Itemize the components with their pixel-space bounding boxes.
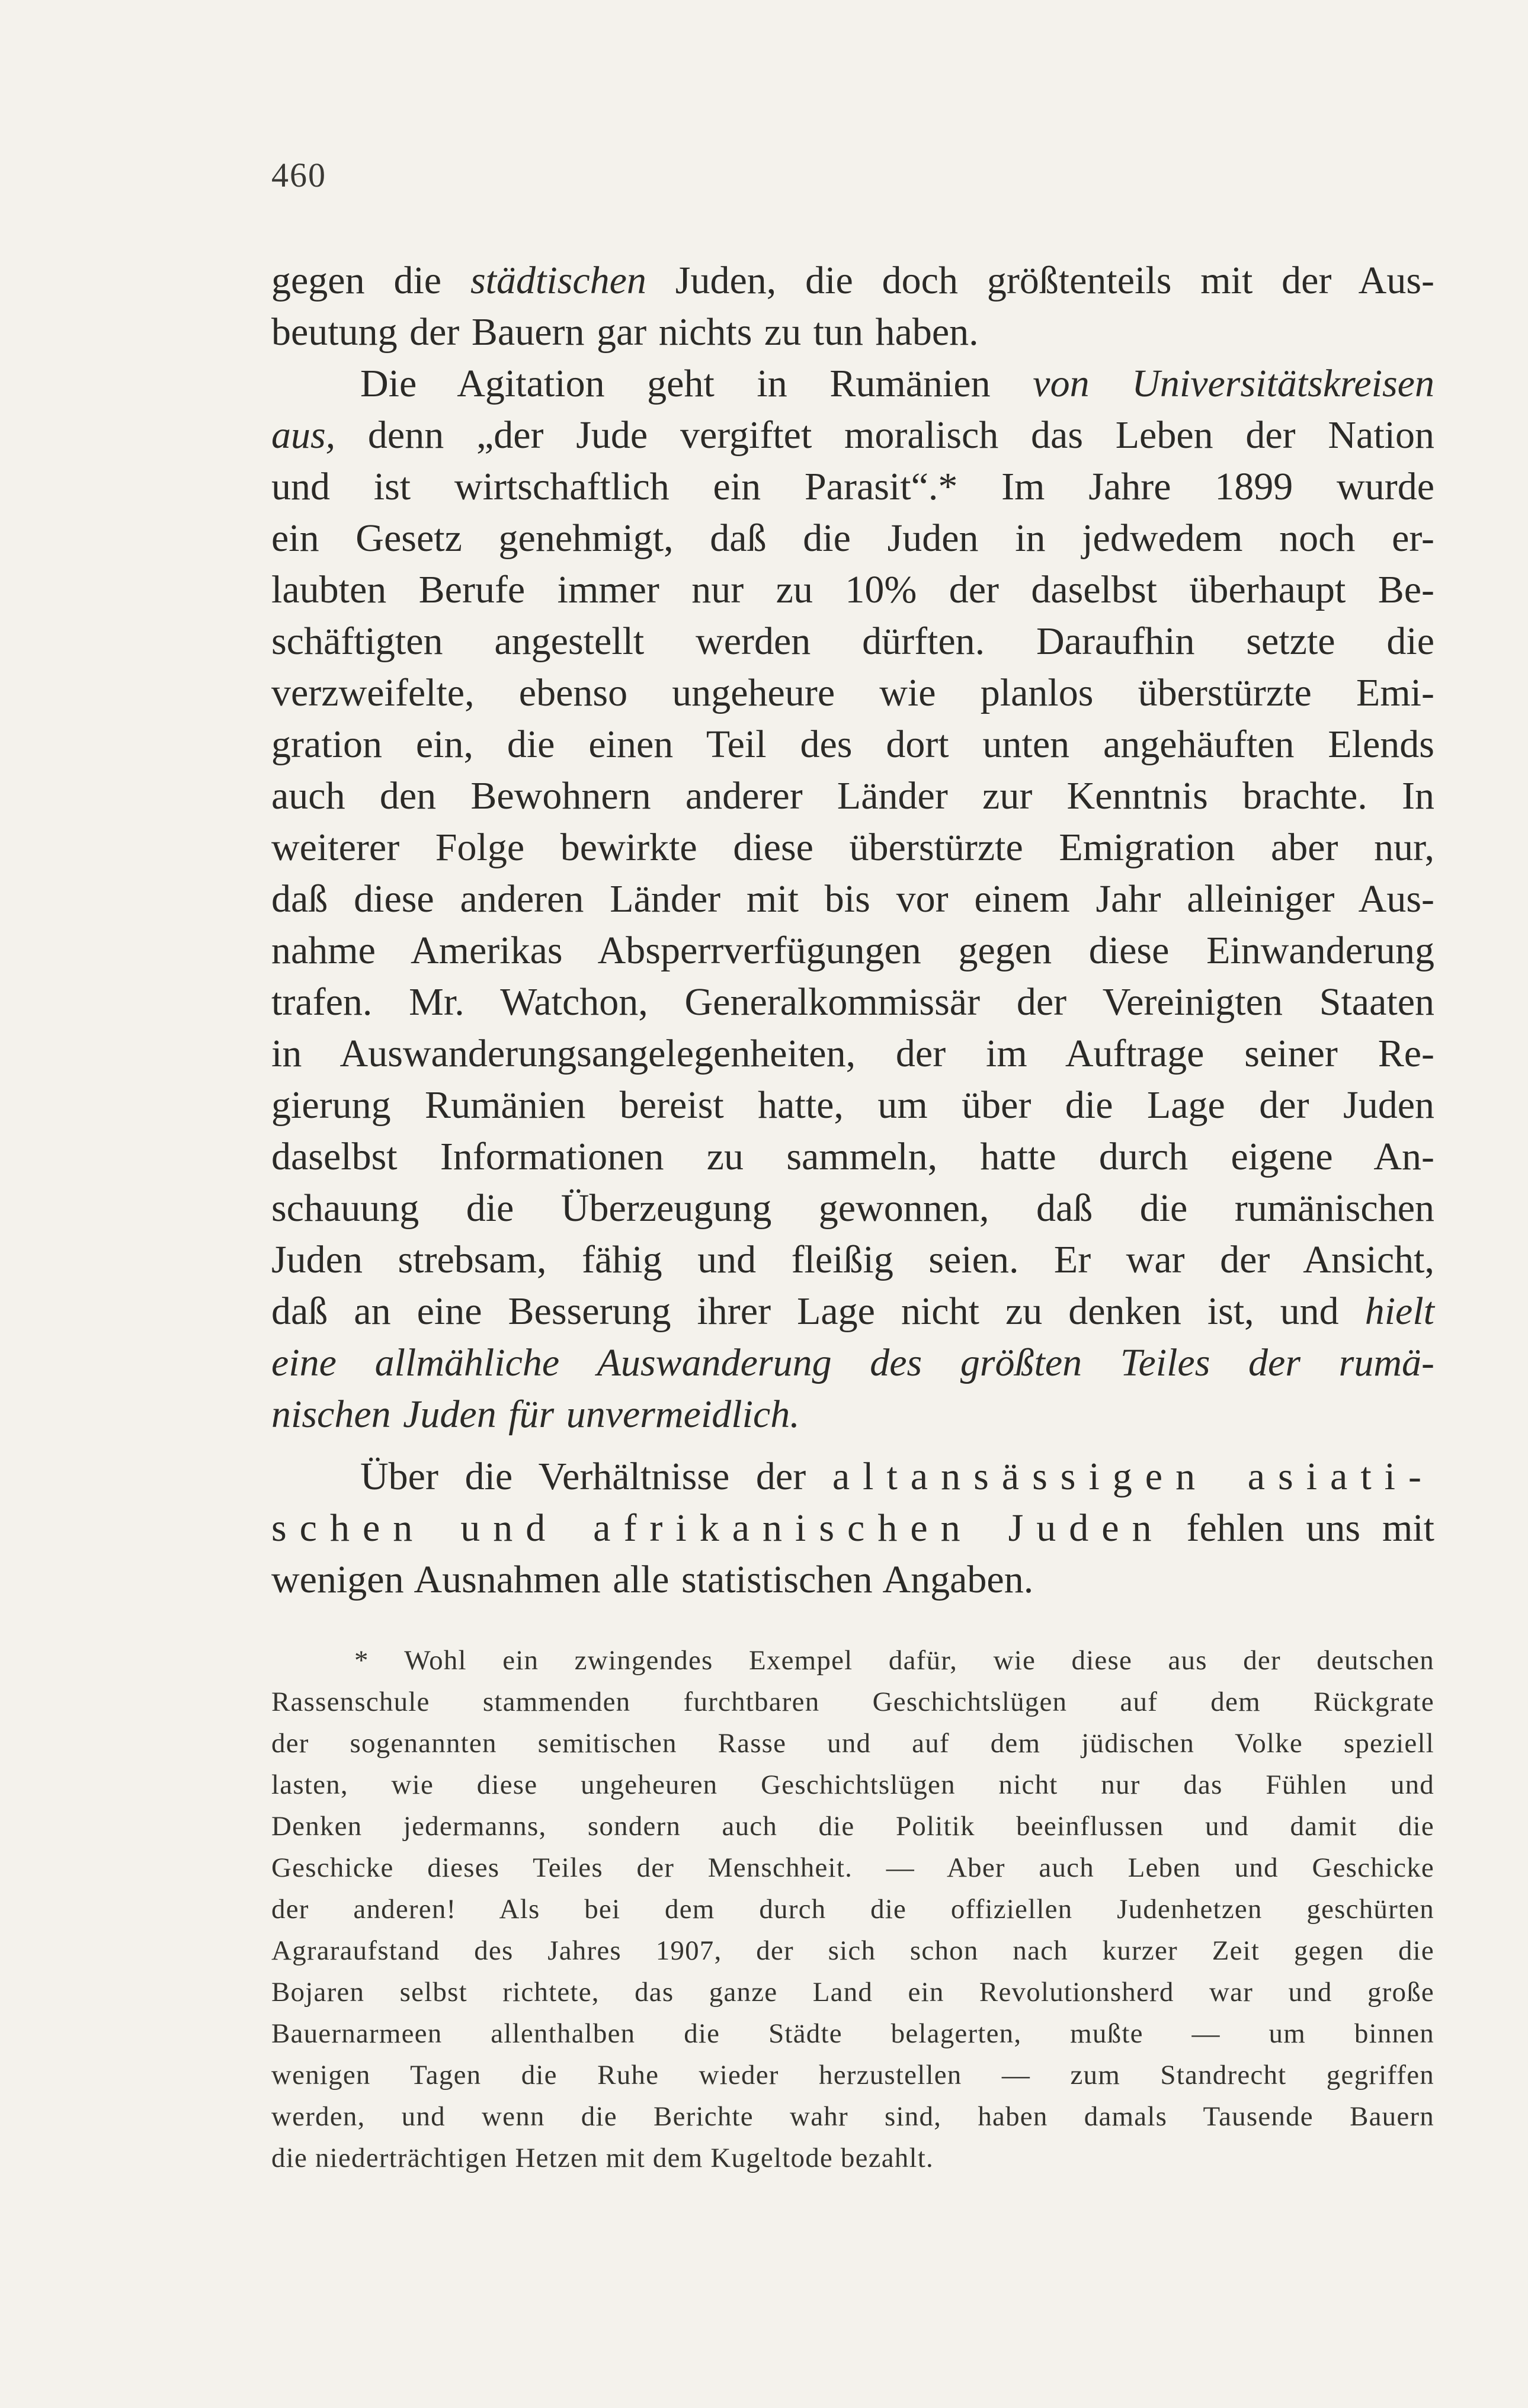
footnote-text: Rassenschule stammenden furchtbaren Geschichtslügen auf dem Rückgrate: [271, 1686, 1434, 1717]
text-segment: beutung der Bauern gar nichts zu tun haben.: [271, 310, 979, 354]
footnote-text: Denken jedermanns, sondern auch die Politik beeinflussen und damit die: [271, 1811, 1434, 1842]
footnote-text: Bojaren selbst richtete, das ganze Land ein Revolutionsherd war und große: [271, 1977, 1434, 2008]
text-line: [271, 615, 1434, 667]
text-line: [271, 1182, 1434, 1234]
text-line: [271, 1554, 1434, 1605]
text-segment: gierung Rumänien bereist hatte, um über die Lage der Juden: [271, 1083, 1434, 1127]
text-line: [271, 512, 1434, 564]
text-segment: trafen. Mr. Watchon, Generalkommissär der Vereinigten Staaten: [271, 980, 1434, 1024]
text-segment: verzweifelte, ebenso ungeheure wie planlos überstürzte Emi-: [271, 671, 1434, 714]
text-segment: gegen die: [271, 259, 470, 302]
text-segment: hielt: [1364, 1290, 1434, 1333]
footnote-line: [271, 2013, 1434, 2054]
text-segment: daß an eine Besserung ihrer Lage nicht zu denken ist, und: [271, 1290, 1365, 1333]
text-line: [271, 1131, 1434, 1182]
text-line: [271, 564, 1434, 615]
text-segment: auch den Bewohnern anderer Länder zur Kenntnis brachte. In: [271, 774, 1434, 817]
text-line: [271, 1337, 1434, 1389]
text-line: [271, 358, 1434, 409]
text-line: [271, 1285, 1434, 1337]
text-segment: Juden, die doch größtenteils mit der Aus-: [646, 259, 1434, 302]
text-line: [271, 822, 1434, 873]
text-line: [271, 667, 1434, 719]
text-line: [271, 925, 1434, 976]
text-segment: Juden strebsam, fähig und fleißig seien. Er war der Ansicht,: [271, 1238, 1434, 1281]
text-segment: Über die Verhältnisse der: [360, 1455, 832, 1498]
footnote-line: [271, 1888, 1434, 1930]
footnote-line: [271, 1681, 1434, 1723]
text-segment: städtischen: [470, 259, 646, 302]
text-segment: aus,: [271, 413, 336, 457]
text-segment: eine allmähliche Auswanderung des größten Teiles der rumä-: [271, 1341, 1434, 1384]
footnote-line: [271, 2137, 1434, 2179]
text-line: [271, 255, 1434, 306]
footnote: [271, 1640, 1434, 2179]
text-segment: altansässigen asiati-: [832, 1455, 1434, 1498]
text-line: [271, 976, 1434, 1028]
text-line: [271, 1079, 1434, 1131]
text-line: [271, 1234, 1434, 1285]
footnote-text: Geschicke dieses Teiles der Menschheit. — Aber auch Leben und Geschicke: [271, 1852, 1434, 1883]
text-segment: denn „der Jude vergiftet moralisch das Leben der Nation: [335, 413, 1434, 457]
footnote-text: wenigen Tagen die Ruhe wieder herzustellen — zum Standrecht gegriffen: [271, 2060, 1434, 2090]
text-segment: ein Gesetz genehmigt, daß die Juden in jedwedem noch er-: [271, 517, 1434, 560]
footnote-line: [271, 1640, 1434, 1681]
footnote-line: [271, 1971, 1434, 2013]
page-number: 460: [271, 156, 326, 194]
footnote-text: werden, und wenn die Berichte wahr sind, haben damals Tausende Bauern: [271, 2101, 1434, 2132]
footnote-line: [271, 1930, 1434, 1971]
text-line: [271, 409, 1434, 461]
text-segment: von Universitätskreisen: [1033, 362, 1434, 405]
text-segment: schen und afrikanischen Juden: [271, 1506, 1165, 1550]
text-line: [271, 873, 1434, 925]
footnote-text: Bauernarmeen allenthalben die Städte belagerten, mußte — um binnen: [271, 2018, 1434, 2049]
text-line: [271, 770, 1434, 822]
footnote-line: [271, 1764, 1434, 1806]
text-line: [271, 1028, 1434, 1079]
text-line: [271, 1451, 1434, 1502]
main-text: [271, 255, 1434, 1605]
footnote-text: Agraraufstand des Jahres 1907, der sich schon nach kurzer Zeit gegen die: [271, 1935, 1434, 1966]
footnote-text: * Wohl ein zwingendes Exempel dafür, wie diese aus der deutschen: [354, 1645, 1434, 1676]
text-segment: Die Agitation geht in Rumänien: [360, 362, 1033, 405]
text-line: [271, 1389, 1434, 1440]
text-segment: nischen Juden für unvermeidlich.: [271, 1393, 800, 1436]
text-line: [271, 306, 1434, 358]
text-line: [271, 461, 1434, 512]
text-segment: schauung die Überzeugung gewonnen, daß die rumänischen: [271, 1187, 1434, 1230]
text-segment: in Auswanderungsangelegenheiten, der im Auftrage seiner Re-: [271, 1032, 1434, 1075]
footnote-text: der anderen! Als bei dem durch die offiziellen Judenhetzen geschürten: [271, 1894, 1434, 1925]
footnote-line: [271, 1806, 1434, 1847]
footnote-line: [271, 1847, 1434, 1888]
footnote-text: lasten, wie diese ungeheuren Geschichtslügen nicht nur das Fühlen und: [271, 1769, 1434, 1800]
text-segment: daß diese anderen Länder mit bis vor einem Jahr alleiniger Aus-: [271, 877, 1434, 921]
text-line: [271, 1502, 1434, 1554]
footnote-text: der sogenannten semitischen Rasse und auf dem jüdischen Volke speziell: [271, 1728, 1434, 1759]
text-segment: daselbst Informationen zu sammeln, hatte durch eigene An-: [271, 1135, 1434, 1178]
footnote-line: [271, 1723, 1434, 1764]
text-segment: laubten Berufe immer nur zu 10% der daselbst überhaupt Be-: [271, 568, 1434, 611]
text-segment: schäftigten angestellt werden dürften. Daraufhin setzte die: [271, 620, 1434, 663]
text-segment: gration ein, die einen Teil des dort unten angehäuften Elends: [271, 723, 1434, 766]
text-line: [271, 719, 1434, 770]
text-segment: fehlen uns mit: [1164, 1506, 1434, 1550]
footnote-line: [271, 2096, 1434, 2137]
text-segment: wenigen Ausnahmen alle statistischen Angaben.: [271, 1558, 1034, 1601]
footnote-line: [271, 2054, 1434, 2096]
text-segment: weiterer Folge bewirkte diese überstürzte Emigration aber nur,: [271, 826, 1434, 869]
text-segment: nahme Amerikas Absperrverfügungen gegen diese Einwanderung: [271, 929, 1434, 972]
footnote-text: die niederträchtigen Hetzen mit dem Kugeltode bezahlt.: [271, 2143, 934, 2173]
text-segment: und ist wirtschaftlich ein Parasit“.* Im Jahre 1899 wurde: [271, 465, 1434, 508]
